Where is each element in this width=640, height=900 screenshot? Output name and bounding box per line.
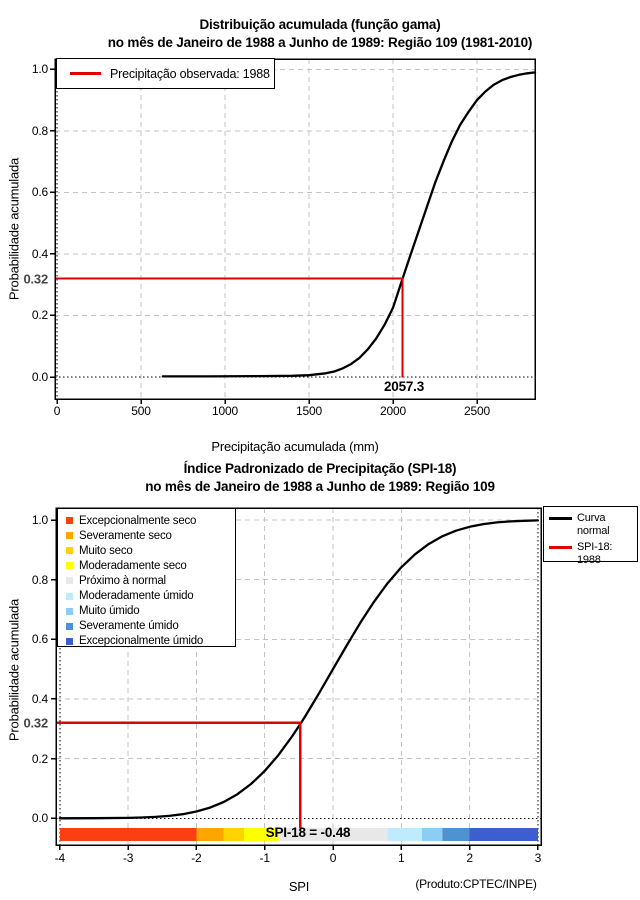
legend-line-label: Curva normal xyxy=(577,512,610,537)
legend-line-row xyxy=(548,512,637,538)
legend-category-row xyxy=(65,604,235,619)
legend-category-label: Moderadamente úmido xyxy=(79,590,194,603)
legend-category-row xyxy=(65,543,235,558)
x-tick-label: 2 xyxy=(466,851,473,865)
x-tick-label: 1 xyxy=(398,851,405,865)
y-tick-label: 0.8 xyxy=(31,123,48,138)
legend-category-label: Próximo à normal xyxy=(79,574,166,587)
chart1-title-line1: Distribuição acumulada (função gama) xyxy=(199,17,441,32)
legend-line-row xyxy=(548,541,637,567)
chart1-legend xyxy=(56,58,275,89)
legend-color-swatch xyxy=(66,608,73,615)
spi-18-standardized-precipitation-index-annotation-line xyxy=(57,723,300,828)
y-tick-label: 1.0 xyxy=(31,513,48,527)
observed-precip-legend-label: Precipitação observada: 1988 xyxy=(110,66,270,81)
chart1-x-axis-label: Precipitação acumulada (mm) xyxy=(211,439,379,454)
legend-category-label: Severamente úmido xyxy=(79,620,179,633)
legend-category-row xyxy=(65,573,235,588)
legend-category-row xyxy=(65,528,235,543)
x-tick-label: 0 xyxy=(329,851,337,865)
colorbar-segment xyxy=(224,828,244,841)
chart1-y-axis-label: Probabilidade acumulada xyxy=(6,157,22,301)
observed-precip-legend-line xyxy=(70,72,101,75)
legend-category-row xyxy=(65,619,235,634)
legend-color-swatch xyxy=(66,517,73,524)
legend-category-row xyxy=(65,513,235,528)
y-tick-label: 0.4 xyxy=(31,246,48,261)
x-tick-label: 1000 xyxy=(212,404,238,418)
y-tick-label: 0.4 xyxy=(31,691,48,706)
plot-frame xyxy=(55,59,535,399)
y-tick-label: 0.2 xyxy=(31,751,48,766)
chart2-probability-marker-label: 0.32 xyxy=(23,715,48,731)
legend-category-label: Severamente seco xyxy=(79,529,172,542)
x-tick-label: 2000 xyxy=(380,404,406,418)
y-tick-label: 0.2 xyxy=(31,308,48,323)
y-tick-label: 1.0 xyxy=(31,62,48,77)
colorbar-segment xyxy=(442,828,469,841)
chart1-probability-marker-label: 0.32 xyxy=(23,271,48,287)
colorbar-segment xyxy=(60,828,197,841)
legend-category-row xyxy=(65,588,235,603)
y-tick-label: 0.8 xyxy=(31,572,48,587)
colorbar-segment xyxy=(470,828,538,841)
legend-color-swatch xyxy=(66,532,73,539)
legend-color-swatch xyxy=(66,547,73,554)
x-tick-label: 2500 xyxy=(464,404,490,418)
legend-category-label: Excepcionalmente seco xyxy=(79,514,197,527)
product-credit-label: (Produto:CPTEC/INPE) xyxy=(415,877,537,891)
legend-color-swatch xyxy=(66,593,73,600)
legend-category-label: Muito seco xyxy=(79,544,133,557)
x-tick-label: 500 xyxy=(131,404,151,418)
legend-color-swatch xyxy=(66,638,73,645)
chart2-x-axis-label: SPI xyxy=(288,879,310,894)
y-tick-label: 0.0 xyxy=(31,811,48,826)
chart2-title-line1: Índice Padronizado de Precipitação (SPI-18) xyxy=(183,461,457,476)
legend-color-swatch xyxy=(66,562,73,569)
legend-color-swatch xyxy=(66,577,73,584)
legend-category-label: Excepcionalmente úmido xyxy=(79,635,204,648)
colorbar-segment xyxy=(388,828,422,841)
x-tick-label: 0 xyxy=(53,404,61,418)
chart2-category-legend xyxy=(57,508,236,647)
legend-category-row xyxy=(65,634,235,649)
x-tick-label: -1 xyxy=(259,851,270,865)
x-tick-label: -2 xyxy=(191,851,202,865)
gamma-cumulative-distribution-curve xyxy=(163,72,535,376)
legend-line-label: SPI-18: 1988 xyxy=(577,541,613,566)
colorbar-segment xyxy=(196,828,223,841)
chart2-curve-legend xyxy=(543,506,638,566)
legend-line-sample xyxy=(549,546,572,549)
legend-line-sample xyxy=(549,517,572,520)
chart1-title-line2: no mês de Janeiro de 1988 a Junho de 1989: Região 109 (1981-2010) xyxy=(107,35,533,50)
chart2-spi-marker-label: SPI-18 = -0.48 xyxy=(265,825,351,840)
chart1-precip-marker-label: 2057.3 xyxy=(383,379,425,394)
legend-category-label: Muito úmido xyxy=(79,605,140,618)
x-tick-label: -3 xyxy=(122,851,134,865)
y-tick-label: 0.0 xyxy=(31,370,48,384)
y-tick-label: 0.6 xyxy=(31,185,48,200)
x-tick-label: -4 xyxy=(54,851,65,865)
chart2-y-axis-label: Probabilidade acumulada xyxy=(6,598,22,742)
x-tick-label: 1500 xyxy=(296,404,322,418)
gamma-cumulative-distribution-annotation-line xyxy=(56,279,403,378)
legend-color-swatch xyxy=(66,623,73,630)
x-tick-label: 3 xyxy=(534,851,542,865)
chart2-title-line2: no mês de Janeiro de 1988 a Junho de 1989: Região 109 xyxy=(145,479,495,494)
legend-category-label: Moderadamente seco xyxy=(79,559,187,572)
colorbar-segment xyxy=(422,828,442,841)
legend-category-row xyxy=(65,558,235,573)
y-tick-label: 0.6 xyxy=(31,632,48,647)
